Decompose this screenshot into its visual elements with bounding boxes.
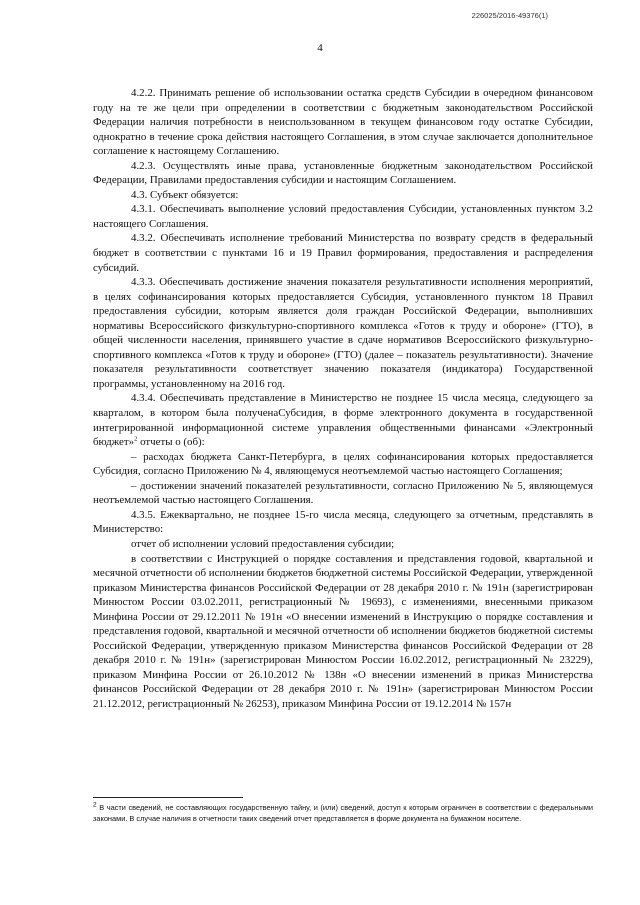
paragraph-4-3: 4.3. Субъект обязуется:	[131, 188, 239, 201]
paragraph-4-3-4-text: 4.3.4. Обеспечивать представление в Министерство не позднее 15 числа месяца, следующего за кварталом, в котором была полученаСубсидия, в форме электронного документа в государственной интегрированной информационной системе управления общественными финансами «Электронный бюджет»	[93, 392, 593, 449]
footnote	[93, 802, 593, 825]
paragraph-4-3-1: 4.3.1. Обеспечивать выполнение условий предоставления Субсидии, установленных пунктом 3.2 настоящего Соглашения.	[93, 203, 593, 230]
document-id: 226025/2016-49376(1)	[471, 11, 548, 20]
paragraph-4-3-3: 4.3.3. Обеспечивать достижение значения показателя результативности исполнения мероприятий, в целях софинансирования которых предоставляется Субсидия, установленного пунктом 18 Правил предоставления субсидии, которым является доля граждан Российской Федерации, выполнивших нормативы Всероссийского физкультурно-спортивного комплекса «Готов к труду и обороне» (ГТО), в общей численности населения, принявшего участие в сдаче нормативов Всероссийского физкультурно-спортивного комплекса «Готов к труду и обороне» (ГТО) (далее – показатель результативности). Значение показателя результативности соответствует значению показателя (индикатора) Государственной программы, установленному на 2016 год.	[93, 276, 593, 390]
footnote-ref: 2	[134, 435, 138, 443]
document-body	[93, 86, 593, 712]
footnote-divider	[93, 797, 243, 798]
list-item-indicators: – достижении значений показателей результативности, согласно Приложению № 5, являющемуся неотъемлемой частью настоящего Соглашения.	[93, 479, 593, 507]
list-item-expenses: – расходах бюджета Санкт-Петербурга, в целях софинансирования которых предоставляется Субсидия, согласно Приложению № 4, являющемуся неотъемлемой частью настоящего Соглашения;	[93, 450, 593, 478]
paragraph-4-3-4	[93, 391, 593, 449]
paragraph-4-2-3: 4.2.3. Осуществлять иные права, установленные бюджетным законодательством Российской Федерации, Правилами предоставления субсидии и настоящим Соглашением.	[93, 159, 593, 187]
paragraph-4-3-5: 4.3.5. Ежеквартально, не позднее 15-го числа месяца, следующего за отчетным, представлять в Министерство:	[93, 508, 593, 536]
footnote-marker: 2	[93, 801, 97, 809]
paragraph-4-3-2: 4.3.2. Обеспечивать исполнение требований Министерства по возврату средств в федеральный бюджет в соответствии с пунктами 16 и 19 Правил формирования, предоставления и распределения субсидий.	[93, 232, 593, 274]
page-number: 4	[317, 42, 323, 54]
report-item-instruction: в соответствии с Инструкцией о порядке составления и представления годовой, квартальной и месячной отчетности об исполнении бюджетов бюджетной системы Российской Федерации, утвержденной приказом Министерства финансов Российской Федерации от 28 декабря 2010 г. № 191н (зарегистрирован Минюстом России 03.02.2011, регистрационный № 19693), с изменениями, внесенными приказом Минфина России от 29.12.2011 № 191н «О внесении изменений в Инструкцию о порядке составления и представления годовой, квартальной и месячной отчетности об исполнении бюджетов бюджетной системы Российской Федерации, утвержденную приказом Министерства финансов Российской Федерации от 28 декабря 2010 г. № 191н» (зарегистрирован Минюстом России 16.02.2012, регистрационный № 23229), приказом Минфина России от 26.10.2012 № 138н «О внесении изменений в приказ Министерства финансов Российской Федерации от 28 декабря 2010 г. № 191н» (зарегистрирован Минюстом России 21.12.2012, регистрационный № 26253), приказом Минфина России от 19.12.2014 № 157н	[93, 552, 593, 710]
report-item-conditions: отчет об исполнении условий предоставления субсидии;	[131, 537, 395, 550]
paragraph-4-3-4-tail: отчеты о (об):	[137, 436, 205, 449]
paragraph-4-2-2: 4.2.2. Принимать решение об использовании остатка средств Субсидии в очередном финансовом году на те же цели при определении в соответствии с бюджетным законодательством Российской Федерации наличия потребности в неиспользованном в текущем финансовом году остатке Субсидии, однократно в течение срока действия настоящего Соглашения, в этом случае заключается дополнительное соглашение к настоящему Соглашению.	[93, 87, 593, 158]
footnote-text: В части сведений, не составляющих государственную тайну, и (или) сведений, доступ к которым ограничен в соответствии с федеральными законами. В случае наличия в отчетности таких сведений отчет представляется в форме документа на бумажном носителе.	[93, 803, 593, 824]
